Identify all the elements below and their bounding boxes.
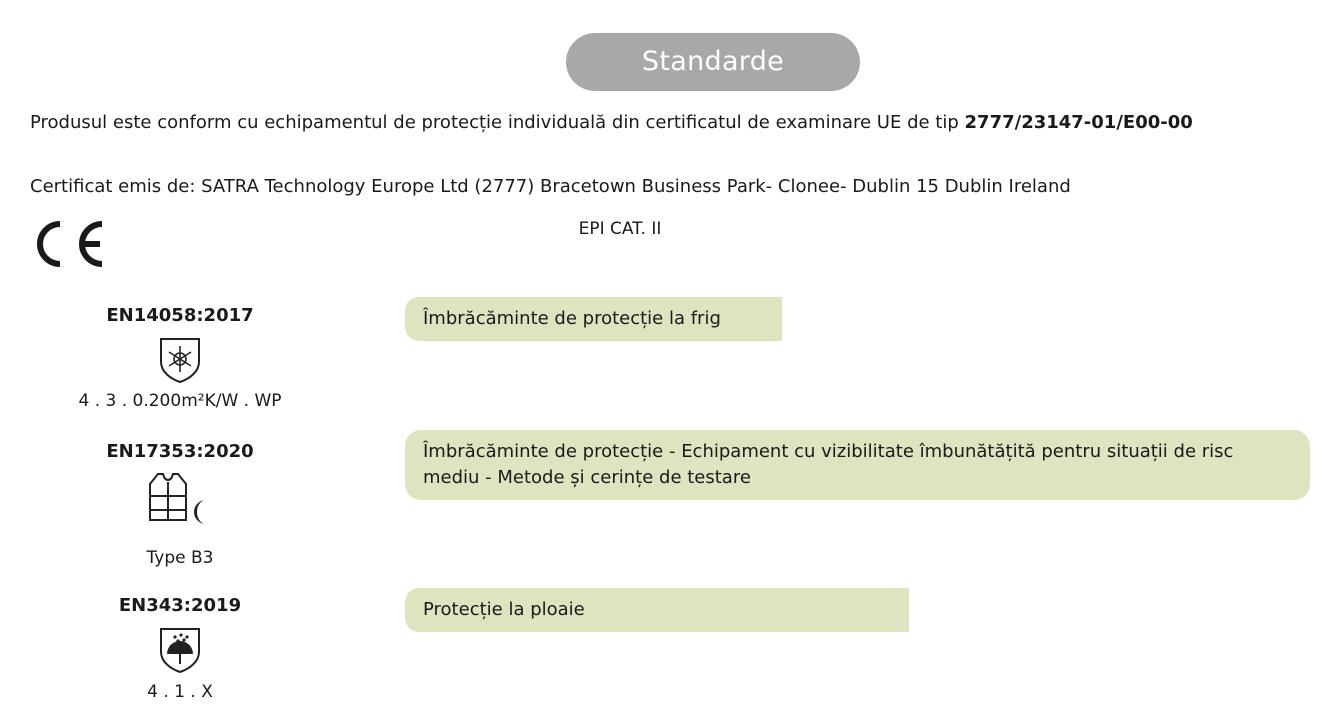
certificate-issuer: Certificat emis de: SATRA Technology Europe Ltd (2777) Bracetown Business Park- Clonee- Dublin 15 Dublin Ireland bbox=[30, 176, 1071, 197]
ce-mark-icon bbox=[30, 214, 120, 274]
standard-description: Protecție la ploaie bbox=[405, 588, 909, 632]
standard-rating: 4 . 1 . X bbox=[147, 682, 213, 702]
standard-description: Îmbrăcăminte de protecție la frig bbox=[405, 297, 782, 341]
snowflake-shield-icon bbox=[155, 334, 205, 384]
conformity-text: Produsul este conform cu echipamentul de protecție individuală din certificatul de examinare UE de tip bbox=[30, 112, 965, 133]
rain-umbrella-shield-icon bbox=[155, 624, 205, 674]
hi-vis-vest-moon-icon bbox=[140, 470, 230, 524]
standard-description: Îmbrăcăminte de protecție - Echipament cu vizibilitate îmbunătățită pentru situații de risc mediu - Metode și cerințe de testare bbox=[405, 430, 1310, 500]
certificate-number: 2777/23147-01/E00-00 bbox=[964, 112, 1193, 133]
conformity-statement bbox=[30, 108, 1260, 137]
epi-category: EPI CAT. II bbox=[578, 219, 662, 239]
standard-rating: 4 . 3 . 0.200m²K/W . WP bbox=[78, 391, 282, 411]
section-title: Standarde bbox=[566, 33, 860, 91]
standard-code: EN14058:2017 bbox=[106, 305, 254, 326]
standard-code: EN343:2019 bbox=[118, 595, 242, 616]
standard-code: EN17353:2020 bbox=[106, 441, 254, 462]
standard-rating: Type B3 bbox=[146, 548, 214, 568]
